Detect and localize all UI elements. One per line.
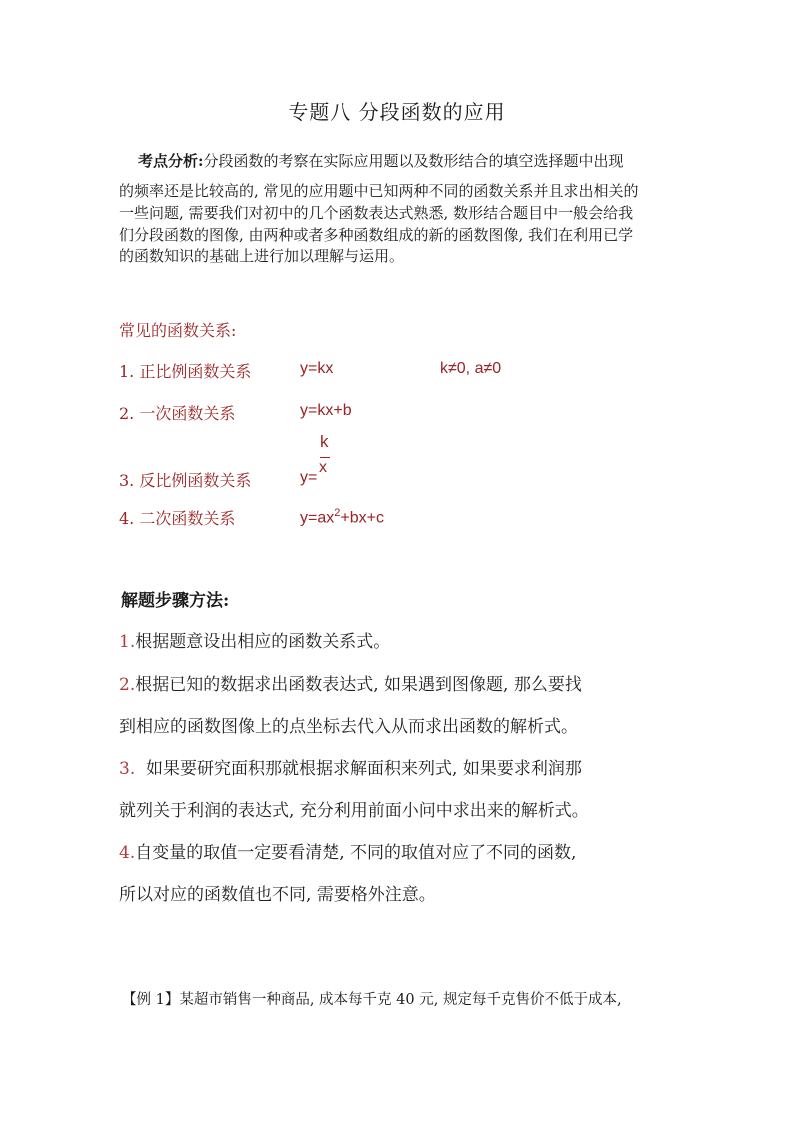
intro-line-5: 的函数知识的基础上进行加以理解与运用。	[119, 247, 405, 265]
steps-heading: 解题步骤方法:	[121, 591, 230, 611]
intro-label: 考点分析:	[138, 152, 204, 170]
step-2-text-1: 根据已知的数据求出函数表达式, 如果遇到图像题, 那么要找	[135, 675, 582, 695]
function-4-expression-b: +bx+c	[340, 509, 384, 527]
function-2-name: 2. 一次函数关系	[119, 404, 236, 423]
intro-first-line	[138, 150, 624, 172]
function-3-expression-prefix: y=	[300, 469, 318, 486]
page-title: 专题八 分段函数的应用	[288, 100, 506, 124]
step-3-number: 3.	[119, 759, 136, 779]
example-tag: 【例 1】	[122, 992, 180, 1008]
function-4-expression	[300, 507, 384, 527]
fraction-denominator: x	[319, 459, 327, 476]
step-4-line-1	[119, 838, 576, 863]
step-2-number: 2.	[119, 675, 136, 695]
functions-heading: 常见的函数关系:	[119, 321, 237, 340]
step-1-number: 1.	[119, 632, 136, 652]
function-1-name: 1. 正比例函数关系	[119, 362, 252, 381]
step-4-number: 4.	[119, 843, 136, 863]
intro-line-2: 的频率还是比较高的, 常见的应用题中已知两种不同的函数关系并且求出相关的	[119, 182, 639, 200]
fraction-bar	[320, 457, 330, 458]
step-4-line-2: 所以对应的函数值也不同, 需要格外注意。	[119, 885, 436, 905]
function-1-condition: k≠0, a≠0	[440, 360, 502, 377]
example-text: 某超市销售一种商品, 成本每千克 40 元, 规定每千克售价不低于成本,	[179, 992, 622, 1008]
function-3-name: 3. 反比例函数关系	[119, 471, 252, 490]
intro-line-1: 分段函数的考察在实际应用题以及数形结合的填空选择题中出现	[203, 152, 624, 170]
step-3-text-1: 如果要研究面积那就根据求解面积来列式, 如果要求利润那	[135, 759, 582, 779]
step-3-line-2: 就列关于利润的表达式, 充分利用前面小问中求出来的解析式。	[119, 801, 589, 821]
function-1-expression: y=kx	[300, 360, 334, 377]
function-4-exponent: 2	[334, 507, 341, 519]
step-1	[119, 627, 390, 652]
fraction-numerator: k	[320, 432, 329, 451]
intro-line-3: 一些问题, 需要我们对初中的几个函数表达式熟悉, 数形结合题目中一般会给我	[119, 204, 634, 222]
step-4-text-1: 自变量的取值一定要看清楚, 不同的取值对应了不同的函数,	[135, 843, 577, 863]
step-1-text: 根据题意设出相应的函数关系式。	[135, 632, 391, 652]
function-4-name: 4. 二次函数关系	[119, 509, 236, 528]
step-3-line-1	[119, 754, 582, 779]
function-2-expression: y=kx+b	[300, 402, 352, 419]
step-2-line-2: 到相应的函数图像上的点坐标去代入从而求出函数的解析式。	[119, 717, 578, 737]
example-1	[122, 988, 622, 1009]
function-4-expression-a: y=ax	[300, 509, 335, 527]
step-2-line-1	[119, 670, 582, 695]
intro-line-4: 们分段函数的图像, 由两种或者多种函数组成的新的函数图像, 我们在利用已学	[119, 226, 634, 244]
